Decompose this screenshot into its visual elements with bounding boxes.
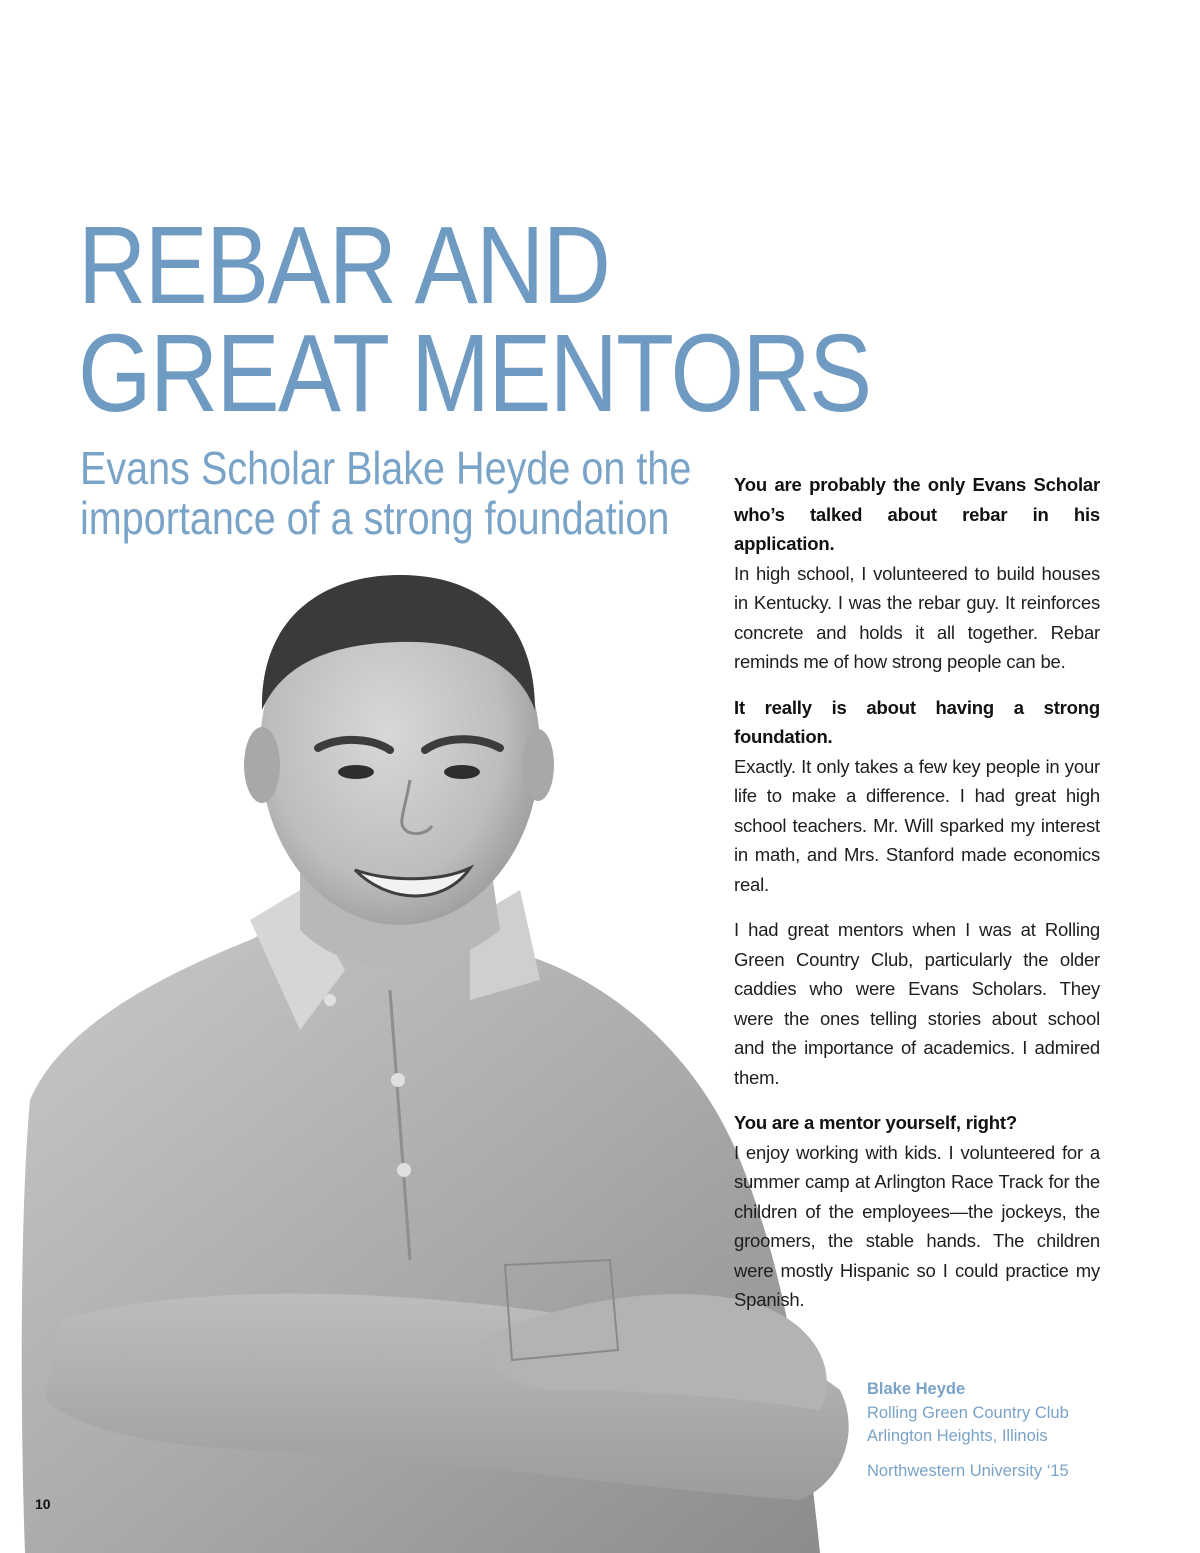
subtitle — [80, 443, 691, 543]
interview-answer: I enjoy working with kids. I volunteered for a summer camp at Arlington Race Track for the children of the employees—the jockeys, the groomers, the stable hands. The children were mostly Hispanic so I could practice my Spanish. — [734, 1141, 1100, 1310]
subtitle-line-1: Evans Scholar Blake Heyde on the — [80, 442, 692, 494]
interview-question: It really is about having a strong foundation. — [734, 696, 1100, 747]
caption-club: Rolling Green Country Club — [867, 1403, 1069, 1422]
interview-block-2 — [734, 693, 1100, 900]
headline-line-1: REBAR AND — [78, 204, 610, 327]
interview-question: You are probably the only Evans Scholar who’s talked about rebar in his application. — [734, 474, 1100, 554]
interview-answer: I had great mentors when I was at Rolling Green Country Club, particularly the older caddies who were Evans Scholars. They were the ones telling stories about school and the importance of academics. I admired them. — [734, 919, 1100, 1088]
caption-name: Blake Heyde — [867, 1380, 966, 1398]
caption-location: Arlington Heights, Illinois — [867, 1427, 1048, 1445]
interview-text — [734, 470, 1100, 1331]
interview-answer: In high school, I volunteered to build houses in Kentucky. I was the rebar guy. It reinforces concrete and holds it all together. Rebar reminds me of how strong people can be. — [734, 562, 1100, 672]
photo-caption — [867, 1378, 1069, 1483]
portrait-photo — [0, 560, 860, 1553]
interview-block-3 — [734, 915, 1100, 1092]
interview-block-1 — [734, 470, 1100, 677]
headline-line-2: GREAT MENTORS — [78, 312, 871, 435]
subtitle-line-2: importance of a strong foundation — [80, 492, 670, 544]
headline — [78, 204, 871, 435]
page-number: 10 — [35, 1496, 51, 1512]
interview-answer: Exactly. It only takes a few key people in your life to make a difference. I had great high school teachers. Mr. Will sparked my interest in math, and Mrs. Stanford made economics real. — [734, 755, 1100, 895]
caption-school: Northwestern University ‘15 — [867, 1461, 1069, 1480]
interview-question: You are a mentor yourself, right? — [734, 1112, 1017, 1133]
interview-block-4 — [734, 1108, 1100, 1315]
